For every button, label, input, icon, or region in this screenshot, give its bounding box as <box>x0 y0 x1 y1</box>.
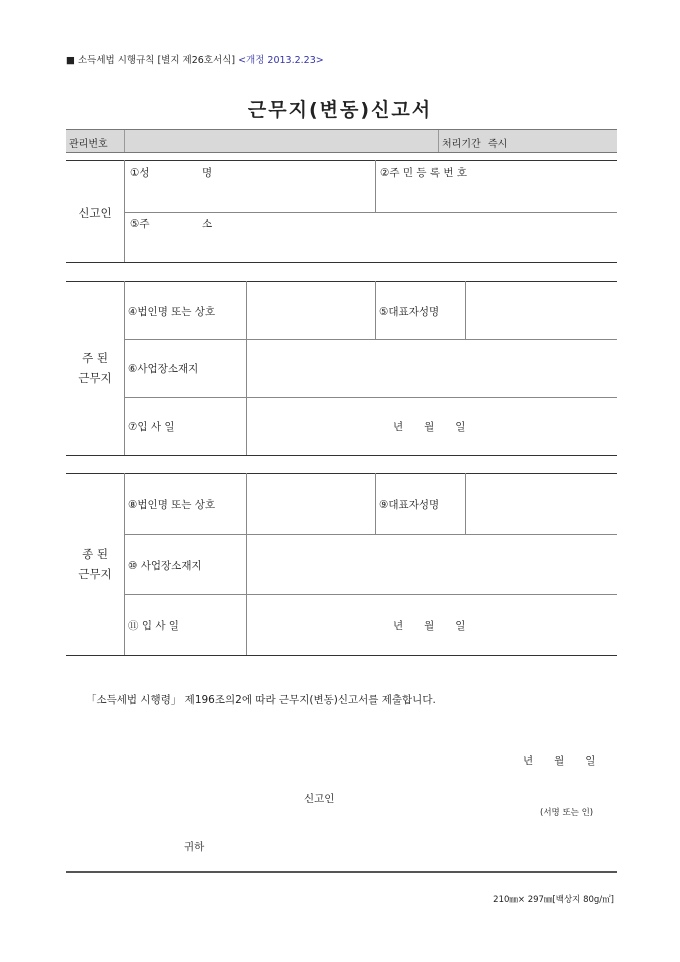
paper-spec: 210㎜× 297㎜[백상지 80g/㎡] <box>493 895 614 905</box>
submission-statement: 「소득세법 시행령」 제196조의2에 따라 근무지(변동)신고서를 제출합니다. <box>86 694 436 706</box>
main-hire-date-label: ⑦입 사 일 <box>128 421 175 433</box>
sub-workplace-label <box>66 544 124 584</box>
resident-number-label: ②주 민 등 록 번 호 <box>380 167 467 179</box>
main-rep-label: ⑤대표자성명 <box>379 306 440 318</box>
sub-address-label: ⑩ 사업장소재지 <box>128 560 202 572</box>
reporter-section-label: 신고인 <box>78 206 112 220</box>
sub-company-label: ⑧법인명 또는 상호 <box>128 499 216 511</box>
sub-workplace-label-line1: 종 된 <box>82 547 108 561</box>
reporter-address-label: ⑤주 소 <box>130 218 213 230</box>
form-ref-text: ■ 소득세법 시행규칙 [별지 제26호서식] <box>66 55 236 66</box>
main-hire-date-placeholder: 년 월 일 <box>393 421 466 433</box>
addressee-label: 귀하 <box>184 841 205 853</box>
processing-period-value: 즉시 <box>488 139 508 150</box>
submission-date-placeholder: 년 월 일 <box>523 755 596 767</box>
sub-workplace-label-line2: 근무지 <box>78 567 112 581</box>
main-company-label: ④법인명 또는 상호 <box>128 306 216 318</box>
main-workplace-label <box>66 348 124 388</box>
document-title: 근무지(변동)신고서 <box>247 99 433 121</box>
signature-note: (서명 또는 인) <box>540 808 594 818</box>
management-band <box>66 129 617 153</box>
sub-hire-date-placeholder: 년 월 일 <box>393 620 466 632</box>
main-workplace-label-line2: 근무지 <box>78 371 112 385</box>
name-label: ①성 명 <box>130 167 213 179</box>
processing-period-label: 처리기간 <box>442 139 481 150</box>
main-address-label: ⑥사업장소재지 <box>128 363 199 375</box>
sub-rep-label: ⑨대표자성명 <box>379 499 440 511</box>
revision-date: <개정 2013.2.23> <box>238 55 324 66</box>
management-number-label: 관리번호 <box>69 139 108 150</box>
reporter-signature-label: 신고인 <box>304 793 335 805</box>
form-reference <box>66 52 324 66</box>
sub-hire-date-label: ⑪ 입 사 일 <box>128 620 179 632</box>
main-workplace-label-line1: 주 된 <box>82 351 108 365</box>
